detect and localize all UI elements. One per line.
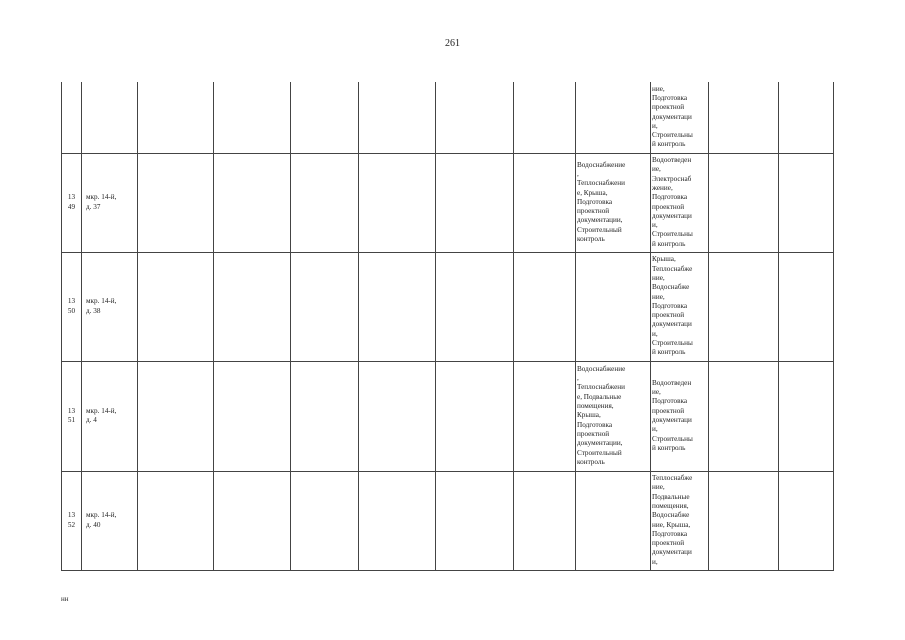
row-number: 13 50 [67, 297, 76, 315]
table-row [62, 153, 834, 252]
address-cell: мкр. 14-й, д. 38 [86, 297, 117, 315]
footer-note: нн [61, 595, 69, 603]
table-row [62, 361, 834, 471]
table-row [62, 471, 834, 570]
row-number: 13 51 [67, 406, 76, 424]
address-cell: мкр. 14-й, д. 4 [86, 406, 117, 424]
page-number: 261 [445, 38, 460, 49]
works-table [61, 82, 834, 571]
address-cell: мкр. 14-й, д. 40 [86, 511, 117, 529]
address-cell: мкр. 14-й, д. 37 [86, 193, 117, 211]
table-row [62, 82, 834, 153]
works-cell-a: Водоснабжение , Теплоснабжени е, Подвальные помещения, Крыша, Подготовка проектной документации, Строительный контроль [577, 364, 626, 466]
works-cell-b: ние, Подготовка проектной документаци и, Строительны й контроль [652, 84, 693, 149]
table-row [62, 252, 834, 361]
row-number: 13 49 [67, 193, 76, 211]
works-cell-b: Водоотведен ие, Подготовка проектной документаци и, Строительны й контроль [652, 378, 693, 452]
works-cell-b: Водоотведен ие, Электроснаб жение, Подготовка проектной документаци и, Строительны й контроль [652, 156, 693, 248]
works-cell-b: Крыша, Теплоснабже ние, Водоснабже ние, Подготовка проектной документаци и, Строительны й контроль [652, 255, 693, 357]
works-cell-b: Теплоснабже ние, Подвальные помещения, Водоснабже ние, Крыша, Подготовка проектной документаци и, [652, 474, 693, 566]
works-cell-a: Водоснабжение , Теплоснабжени е, Крыша, Подготовка проектной документации, Строительный контроль [577, 160, 626, 244]
row-number: 13 52 [67, 511, 76, 529]
